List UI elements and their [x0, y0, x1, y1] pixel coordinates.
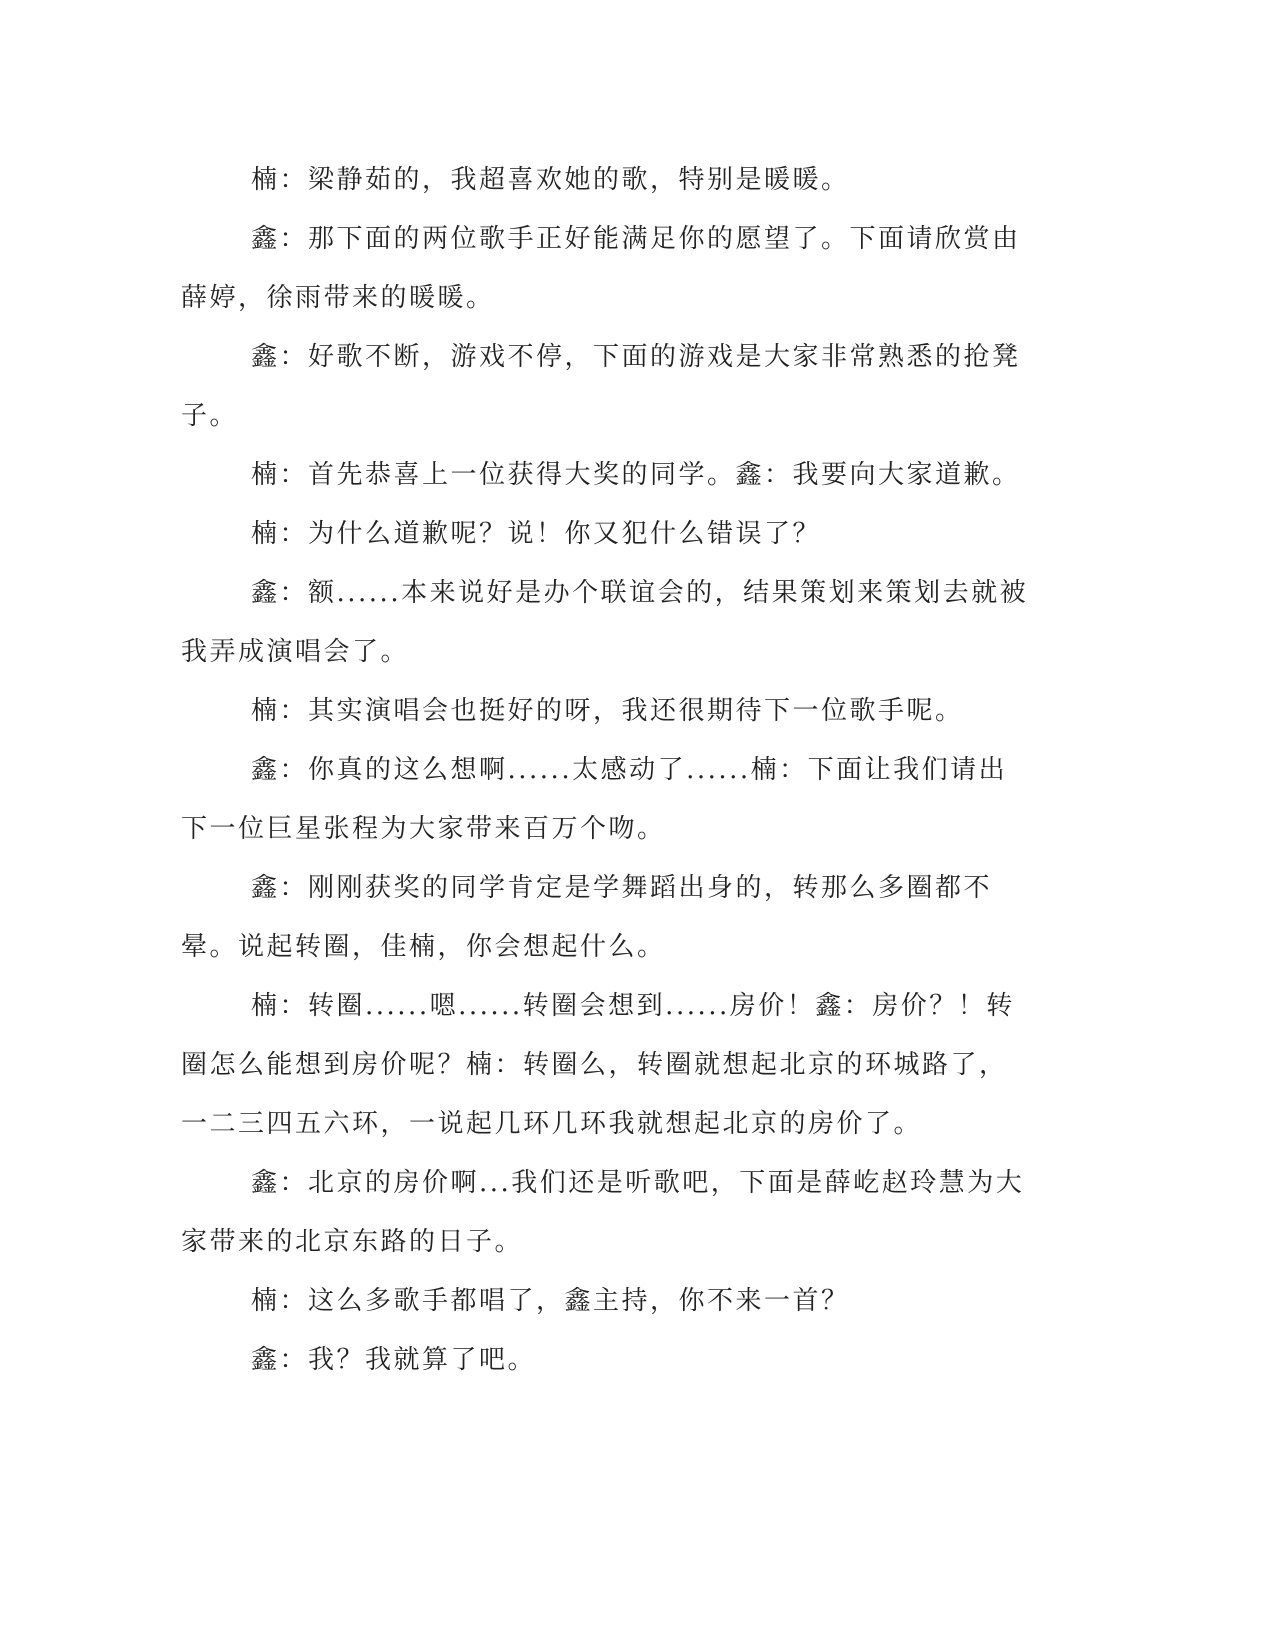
dialogue-paragraph: 鑫：你真的这么想啊......太感动了......楠：下面让我们请出下一位巨星张程为大家带来百万个吻。	[181, 755, 1008, 844]
dialogue-paragraph: 楠：其实演唱会也挺好的呀，我还很期待下一位歌手呢。	[251, 696, 964, 726]
dialogue-paragraph: 楠：首先恭喜上一位获得大奖的同学。鑫：我要向大家道歉。	[251, 460, 1021, 490]
dialogue-paragraph: 楠：转圈......嗯......转圈会想到......房价！鑫：房价？！转圈怎么能想到房价呢？楠：转圈么，转圈就想起北京的环城路了，一二三四五六环，一说起几环几环我就想起北京的房价了。	[181, 991, 1015, 1139]
dialogue-paragraph: 楠：这么多歌手都唱了，鑫主持，你不来一首？	[251, 1286, 850, 1316]
dialogue-paragraph: 鑫：好歌不断，游戏不停，下面的游戏是大家非常熟悉的抢凳子。	[181, 342, 1021, 431]
dialogue-paragraph: 鑫：那下面的两位歌手正好能满足你的愿望了。下面请欣赏由薛婷，徐雨带来的暖暖。	[181, 224, 1021, 313]
dialogue-paragraph: 鑫：北京的房价啊...我们还是听歌吧，下面是薛屹赵玲慧为大家带来的北京东路的日子。	[181, 1168, 1025, 1257]
dialogue-paragraph: 鑫：额......本来说好是办个联谊会的，结果策划来策划去就被我弄成演唱会了。	[181, 578, 1029, 667]
dialogue-paragraph: 楠：梁静茹的，我超喜欢她的歌，特别是暖暖。	[251, 165, 850, 195]
document-body	[181, 151, 1029, 1390]
dialogue-paragraph: 楠：为什么道歉呢？说！你又犯什么错误了？	[251, 519, 822, 549]
dialogue-paragraph: 鑫：刚刚获奖的同学肯定是学舞蹈出身的，转那么多圈都不晕。说起转圈，佳楠，你会想起什么。	[181, 873, 993, 962]
dialogue-paragraph: 鑫：我？我就算了吧。	[251, 1345, 537, 1375]
